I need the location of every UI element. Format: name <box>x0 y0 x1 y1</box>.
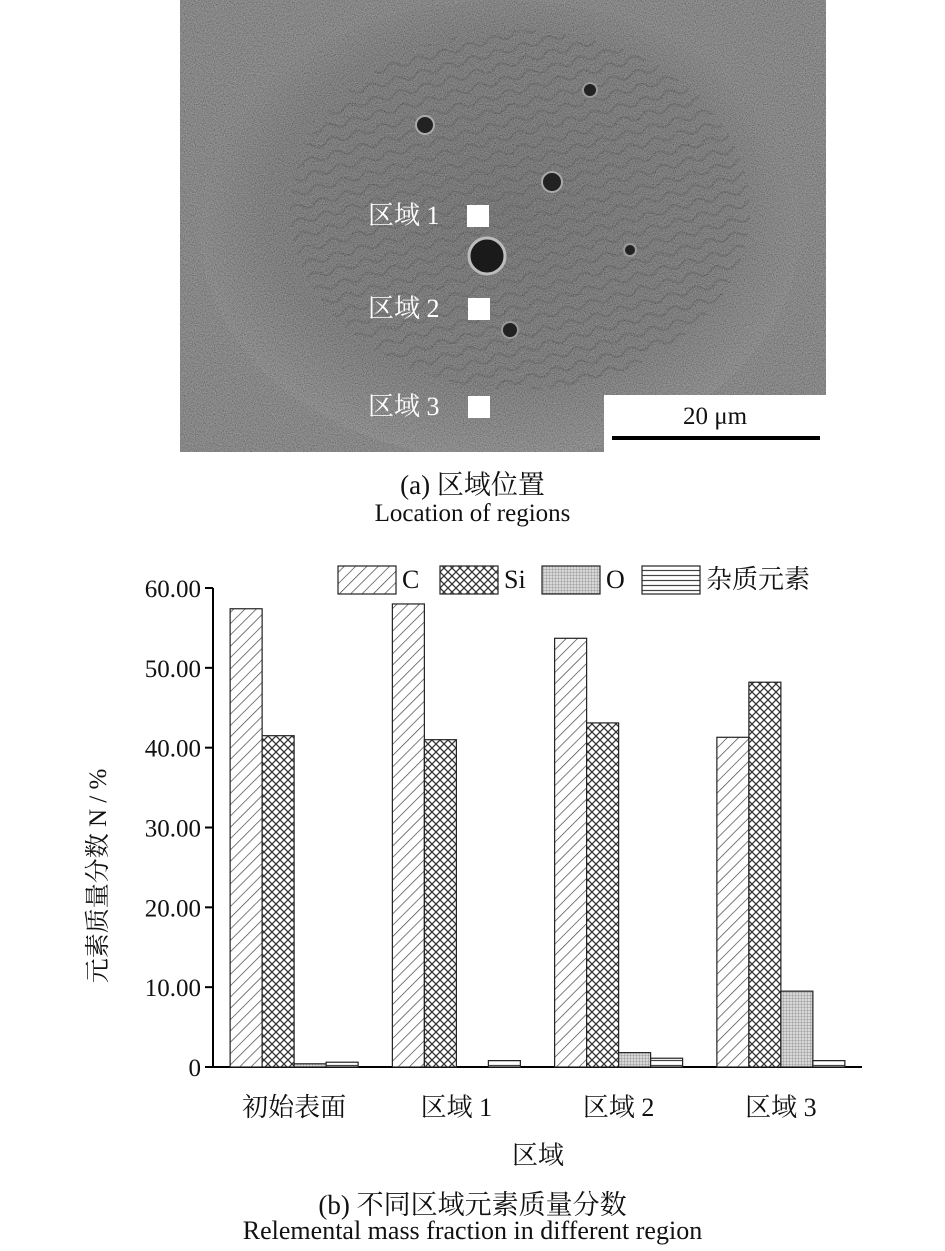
bar-1-4 <box>717 737 749 1067</box>
region-2-marker <box>468 298 490 320</box>
y-tick-label: 40.00 <box>144 735 201 763</box>
bar-4-4 <box>813 1061 845 1067</box>
region-3-label: 区域 3 <box>368 392 440 421</box>
bar-2-3 <box>587 723 619 1067</box>
scale-bar-label: 20 μm <box>682 403 748 430</box>
legend <box>338 565 810 594</box>
x-category-label: 初始表面 <box>242 1093 347 1122</box>
legend-swatch <box>440 566 498 594</box>
x-category-label: 区域 3 <box>745 1093 817 1122</box>
legend-swatch <box>642 566 700 594</box>
bar-2-1 <box>262 736 294 1067</box>
region-3-marker <box>468 396 490 418</box>
bar-3-3 <box>619 1053 651 1067</box>
y-tick-label: 20.00 <box>144 895 201 923</box>
sem-image <box>180 0 826 452</box>
legend-label: 杂质元素 <box>706 565 811 594</box>
y-tick-label: 30.00 <box>144 815 201 843</box>
region-2-label: 区域 2 <box>368 294 440 323</box>
x-category-label: 区域 2 <box>582 1093 655 1122</box>
bar-1-1 <box>230 609 262 1067</box>
y-tick-label: 10.00 <box>144 975 201 1003</box>
bar-1-3 <box>555 638 587 1067</box>
bar-3-4 <box>781 991 813 1067</box>
figure-b-caption-en: Relemental mass fraction in different region <box>242 1216 703 1245</box>
region-1-marker <box>467 205 489 227</box>
y-tick-label: 0 <box>188 1055 201 1082</box>
bar-2-4 <box>749 682 781 1067</box>
bar-2-2 <box>424 740 456 1067</box>
legend-swatch <box>338 566 396 594</box>
bar-chart <box>0 548 945 1178</box>
bars <box>230 604 845 1067</box>
bar-3-1 <box>294 1064 326 1067</box>
figure-a-caption-zh: (a) 区域位置 <box>400 470 545 500</box>
y-tick-label: 60.00 <box>144 576 201 603</box>
x-axis-title: 区域 <box>511 1141 565 1170</box>
legend-label: Si <box>504 565 526 594</box>
scale-bar-line <box>612 436 820 440</box>
x-category-label: 区域 1 <box>420 1093 493 1122</box>
x-axis-categories <box>242 1093 817 1122</box>
y-tick-label: 50.00 <box>144 655 201 683</box>
legend-swatch <box>542 566 600 594</box>
legend-label: C <box>402 565 420 594</box>
region-1-label: 区域 1 <box>368 201 440 230</box>
scale-bar <box>604 395 826 452</box>
bar-4-3 <box>651 1058 683 1067</box>
figure-b-caption-zh: (b) 不同区域元素质量分数 <box>318 1190 627 1220</box>
legend-label: O <box>606 565 625 594</box>
bar-1-2 <box>392 604 424 1067</box>
bar-4-2 <box>488 1061 520 1067</box>
sem-micrograph <box>180 0 826 452</box>
bar-4-1 <box>326 1062 358 1067</box>
y-axis-title: 元素质量分数 N / % <box>85 768 112 984</box>
y-axis-ticks <box>145 576 213 1082</box>
figure-a-caption-en: Location of regions <box>374 500 571 527</box>
